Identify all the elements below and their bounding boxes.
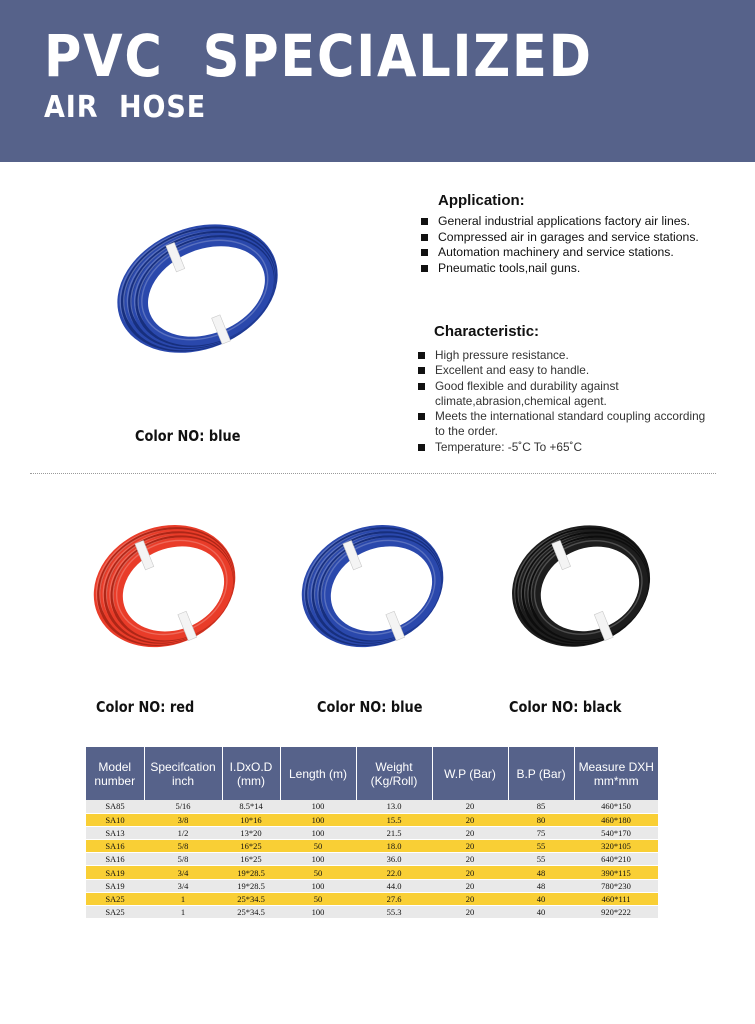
table-cell: 50	[280, 840, 356, 853]
table-cell: 460*150	[574, 800, 658, 813]
table-cell: SA16	[86, 840, 144, 853]
table-cell: 1	[144, 892, 222, 905]
table-cell: SA85	[86, 800, 144, 813]
characteristic-heading: Characteristic:	[434, 323, 540, 340]
square-bullet-icon	[421, 249, 428, 256]
square-bullet-icon	[421, 265, 428, 272]
table-cell: 55	[508, 853, 574, 866]
table-cell: 20	[432, 826, 508, 839]
table-cell: 55.3	[356, 906, 432, 919]
table-cell: SA13	[86, 826, 144, 839]
page-title: PVC SPECIALIZED	[44, 22, 593, 90]
table-cell: 5/8	[144, 853, 222, 866]
characteristic-text: Good flexible and durability against climate,abrasion,chemical agent.	[435, 378, 619, 408]
table-cell: 20	[432, 813, 508, 826]
header-working-pressure: W.P (Bar)	[432, 747, 508, 800]
header-id-od: I.DxO.D (mm)	[222, 747, 280, 800]
table-row	[86, 813, 658, 826]
application-text: Automation machinery and service stations.	[438, 245, 674, 259]
table-cell: 40	[508, 892, 574, 905]
table-cell: SA16	[86, 853, 144, 866]
header-burst-pressure: B.P (Bar)	[508, 747, 574, 800]
table-cell: SA25	[86, 906, 144, 919]
table-cell: 100	[280, 853, 356, 866]
characteristic-list	[418, 348, 708, 455]
characteristic-text: Temperature: -5˚C To +65˚C	[435, 439, 582, 454]
application-item	[421, 230, 731, 246]
color-label-blue-main: Color NO: blue	[135, 427, 241, 445]
table-row	[86, 892, 658, 905]
table-cell: 8.5*14	[222, 800, 280, 813]
table-cell: SA19	[86, 879, 144, 892]
table-cell: 15.5	[356, 813, 432, 826]
table-cell: 48	[508, 866, 574, 879]
table-cell: 16*25	[222, 840, 280, 853]
table-cell: 780*230	[574, 879, 658, 892]
table-cell: 5/16	[144, 800, 222, 813]
header-model: Model number	[86, 747, 144, 800]
characteristic-text: Meets the international standard coupling according to the order.	[435, 409, 706, 439]
table-cell: 100	[280, 906, 356, 919]
table-cell: 25*34.5	[222, 906, 280, 919]
table-cell: 27.6	[356, 892, 432, 905]
table-cell: 20	[432, 840, 508, 853]
characteristic-item	[418, 363, 708, 378]
table-cell: 10*16	[222, 813, 280, 826]
black-hose-image	[503, 505, 668, 670]
table-cell: 50	[280, 866, 356, 879]
table-cell: 390*115	[574, 866, 658, 879]
square-bullet-icon	[418, 352, 425, 359]
table-cell: 5/8	[144, 840, 222, 853]
table-cell: 50	[280, 892, 356, 905]
blue-hose-image	[292, 505, 462, 670]
table-cell: 320*105	[574, 840, 658, 853]
header-length: Length (m)	[280, 747, 356, 800]
color-label-black: Color NO: black	[509, 698, 622, 716]
table-cell: 1/2	[144, 826, 222, 839]
application-item	[421, 245, 731, 261]
characteristic-text: Excellent and easy to handle.	[435, 363, 590, 378]
table-cell: 20	[432, 906, 508, 919]
table-cell: 18.0	[356, 840, 432, 853]
table-row	[86, 879, 658, 892]
section-divider	[30, 473, 716, 474]
table-cell: SA10	[86, 813, 144, 826]
characteristic-text: High pressure resistance.	[435, 348, 569, 362]
characteristic-item	[418, 409, 708, 440]
table-cell: 19*28.5	[222, 879, 280, 892]
table-header-row	[86, 747, 658, 800]
table-cell: 80	[508, 813, 574, 826]
spec-table	[86, 747, 658, 919]
red-hose-image	[84, 505, 254, 670]
table-cell: 21.5	[356, 826, 432, 839]
table-row	[86, 840, 658, 853]
table-cell: 25*34.5	[222, 892, 280, 905]
characteristic-item	[418, 440, 708, 455]
table-cell: 20	[432, 892, 508, 905]
table-row	[86, 826, 658, 839]
color-label-blue: Color NO: blue	[317, 698, 423, 716]
table-cell: 100	[280, 826, 356, 839]
header-banner	[0, 0, 755, 162]
table-cell: SA19	[86, 866, 144, 879]
page-subtitle: AIR HOSE	[44, 90, 207, 125]
table-cell: 20	[432, 800, 508, 813]
table-row	[86, 800, 658, 813]
application-text: Pneumatic tools,nail guns.	[438, 260, 581, 275]
table-cell: 640*210	[574, 853, 658, 866]
table-cell: 920*222	[574, 906, 658, 919]
header-weight: Weight (Kg/Roll)	[356, 747, 432, 800]
table-cell: 20	[432, 853, 508, 866]
table-row	[86, 906, 658, 919]
application-item	[421, 214, 731, 230]
color-label-red: Color NO: red	[96, 698, 195, 716]
table-cell: 20	[432, 866, 508, 879]
table-cell: 13*20	[222, 826, 280, 839]
table-cell: 1	[144, 906, 222, 919]
application-list	[421, 214, 731, 276]
table-cell: 22.0	[356, 866, 432, 879]
table-cell: 55	[508, 840, 574, 853]
header-measure: Measure DXH mm*mm	[574, 747, 658, 800]
table-cell: 85	[508, 800, 574, 813]
application-item	[421, 261, 731, 277]
table-cell: 40	[508, 906, 574, 919]
table-cell: 20	[432, 879, 508, 892]
application-text: General industrial applications factory air lines.	[438, 214, 690, 228]
square-bullet-icon	[418, 367, 425, 374]
table-cell: 100	[280, 800, 356, 813]
characteristic-item	[418, 348, 708, 363]
table-cell: 19*28.5	[222, 866, 280, 879]
square-bullet-icon	[418, 413, 425, 420]
table-cell: 460*111	[574, 892, 658, 905]
characteristic-item	[418, 379, 708, 410]
square-bullet-icon	[418, 383, 425, 390]
table-cell: 16*25	[222, 853, 280, 866]
table-cell: 100	[280, 813, 356, 826]
table-cell: 48	[508, 879, 574, 892]
table-cell: 36.0	[356, 853, 432, 866]
table-cell: 13.0	[356, 800, 432, 813]
application-text: Compressed air in garages and service stations.	[438, 229, 699, 244]
square-bullet-icon	[418, 444, 425, 451]
table-cell: SA25	[86, 892, 144, 905]
header-specification: Specifcation inch	[144, 747, 222, 800]
table-cell: 44.0	[356, 879, 432, 892]
table-cell: 460*180	[574, 813, 658, 826]
table-cell: 3/8	[144, 813, 222, 826]
table-cell: 100	[280, 879, 356, 892]
blue-hose-image-main	[104, 205, 300, 375]
table-row	[86, 853, 658, 866]
application-heading: Application:	[438, 192, 525, 209]
table-cell: 75	[508, 826, 574, 839]
table-cell: 3/4	[144, 866, 222, 879]
table-row	[86, 866, 658, 879]
square-bullet-icon	[421, 234, 428, 241]
table-cell: 540*170	[574, 826, 658, 839]
square-bullet-icon	[421, 218, 428, 225]
table-cell: 3/4	[144, 879, 222, 892]
